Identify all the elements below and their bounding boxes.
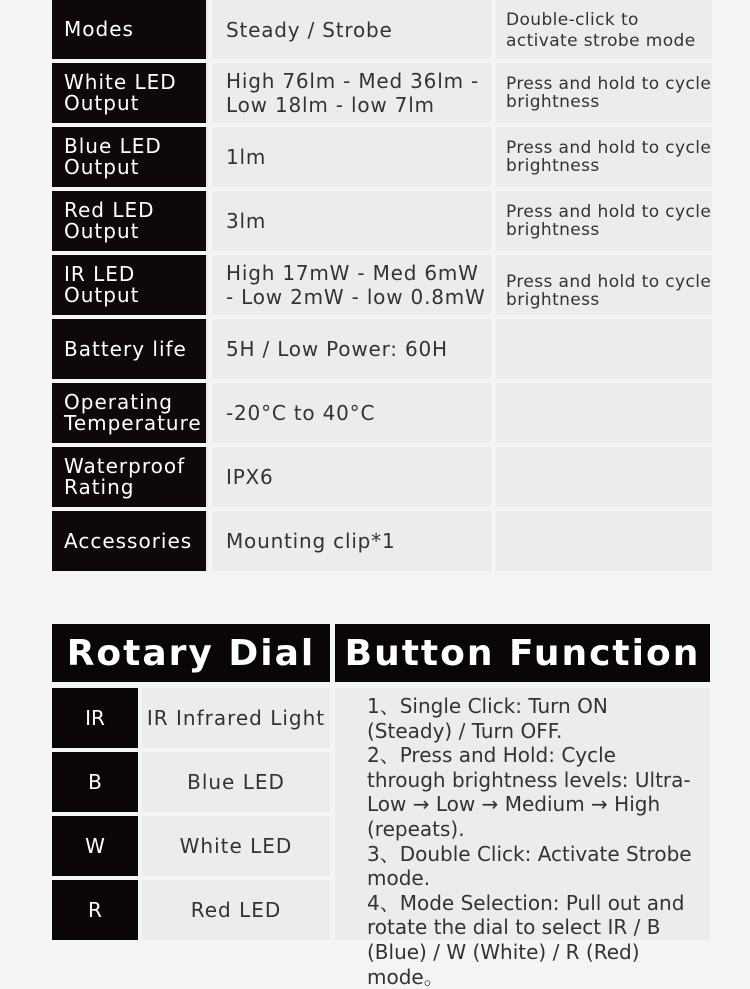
spec-label: Blue LED Output [52,127,208,187]
spec-value: 5H / Low Power: 60H [210,319,494,379]
spec-row-red-led [52,191,712,251]
button-function-item: 4、Mode Selection: Pull out and rotate the dial to select IR / B (Blue) / W (White) / R (Red) mode。 [367,890,685,989]
spec-note: Press and hold to cycle brightness [496,255,712,315]
spec-value: High 17mW - Med 6mW - Low 2mW - low 0.8mW [210,255,494,315]
spec-note: Double-click to activate strobe mode [496,0,712,59]
dial-key: W [52,816,138,876]
dial-key: IR [52,688,138,748]
spec-note: Press and hold to cycle brightness [496,63,712,123]
button-function-list [335,688,710,989]
dial-key: R [52,880,138,940]
spec-label: Operating Temperature [52,383,208,443]
spec-row-accessories [52,511,712,571]
specs-table [52,0,712,575]
dial-row-ir [52,688,330,748]
spec-row-temperature [52,383,712,443]
spec-note [496,447,712,507]
spec-value: High 76lm - Med 36lm - Low 18lm - low 7lm [210,63,494,123]
spec-label: Battery life [52,319,208,379]
spec-label: Waterproof Rating [52,447,208,507]
spec-value: IPX6 [210,447,494,507]
dial-value: Blue LED [142,752,330,812]
spec-label: Accessories [52,511,208,571]
spec-row-modes [52,0,712,59]
spec-note: Press and hold to cycle brightness [496,191,712,251]
spec-note [496,383,712,443]
button-function-item: 1、Single Click: Turn ON (Steady) / Turn OFF. [367,694,608,743]
spec-value: 1lm [210,127,494,187]
rotary-dial-table [52,688,330,944]
spec-value: 3lm [210,191,494,251]
dial-key: B [52,752,138,812]
rotary-dial-title: Rotary Dial [52,624,330,682]
dial-row-b [52,752,330,812]
dial-value: White LED [142,816,330,876]
spec-row-blue-led [52,127,712,187]
spec-value: Steady / Strobe [210,0,494,59]
spec-note [496,511,712,571]
spec-row-waterproof [52,447,712,507]
spec-note [496,319,712,379]
button-function-title: Button Function [335,624,710,682]
spec-row-battery [52,319,712,379]
spec-label: White LED Output [52,63,208,123]
spec-value: -20°C to 40°C [210,383,494,443]
spec-row-white-led [52,63,712,123]
dial-value: IR Infrared Light [142,688,330,748]
spec-row-ir-led [52,255,712,315]
dial-row-w [52,816,330,876]
button-function-item: 2、Press and Hold: Cycle through brightness levels: Ultra-Low → Low → Medium → High (repeats). [367,743,691,841]
button-function-item: 3、Double Click: Activate Strobe mode. [367,841,692,891]
spec-label: Red LED Output [52,191,208,251]
spec-label: IR LED Output [52,255,208,315]
spec-note: Press and hold to cycle brightness [496,127,712,187]
dial-value: Red LED [142,880,330,940]
spec-label: Modes [52,0,208,59]
spec-value: Mounting clip*1 [210,511,494,571]
dial-row-r [52,880,330,940]
